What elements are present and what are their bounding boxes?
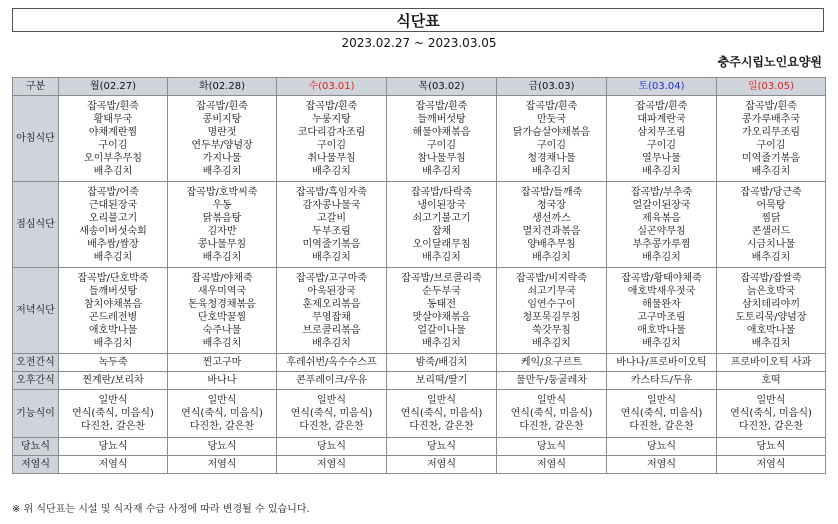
row-lunch <box>13 182 826 268</box>
menu-cell <box>59 182 168 268</box>
menu-item: 훈제오리볶음 <box>302 298 361 310</box>
menu-item: 잡곡밥/흰죽 <box>525 100 578 112</box>
header-row <box>13 78 826 96</box>
menu-item: 청포묵김무침 <box>522 311 581 323</box>
menu-item: 고갈비 <box>317 212 346 224</box>
menu-item: 잡곡밥/흰죽 <box>196 100 248 112</box>
menu-item: 다진찬, 갈은찬 <box>80 421 146 432</box>
menu-cell <box>607 268 717 354</box>
menu-item: 잡곡밥/흰죽 <box>305 100 358 112</box>
menu-item: 배추김치 <box>202 337 242 349</box>
menu-item: 가지나물 <box>202 152 242 164</box>
menu-item: 참치야채볶음 <box>84 298 142 310</box>
menu-item: 다진찬, 갈은찬 <box>409 421 474 432</box>
menu-item: 열무나물 <box>642 152 681 164</box>
menu-item: 배추김치 <box>202 251 242 263</box>
menu-cell <box>387 372 497 390</box>
menu-item: 제육볶음 <box>642 212 681 224</box>
row-functional-diet <box>13 390 826 438</box>
menu-item: 찐고구마 <box>202 357 242 368</box>
menu-item: 잡곡밥/부추죽 <box>630 186 693 198</box>
menu-item: 오리불고기 <box>88 212 138 224</box>
menu-item: 구이김 <box>647 139 676 151</box>
menu-item: 대파계란국 <box>637 113 686 125</box>
menu-item: 배추김치 <box>751 337 791 349</box>
menu-item: 닭볶음탕 <box>202 212 242 224</box>
menu-item: 삼치데리야끼 <box>742 298 800 310</box>
menu-cell <box>168 372 277 390</box>
menu-item: 청경채나물 <box>527 152 576 164</box>
row-label: 오전간식 <box>13 354 59 372</box>
menu-cell <box>717 96 826 182</box>
menu-item: 삼치무조림 <box>637 126 686 138</box>
menu-item: 당뇨식 <box>98 441 128 452</box>
organization-name: 충주시립노인요양원 <box>717 55 822 69</box>
menu-cell <box>717 438 826 456</box>
menu-item: 해물완자 <box>642 298 681 310</box>
menu-cell <box>168 96 277 182</box>
menu-item: 후레쉬번/옥수수스프 <box>286 357 377 368</box>
menu-item: 실곤약무침 <box>637 225 686 237</box>
menu-item: 배추김치 <box>93 165 133 177</box>
menu-item: 저염식 <box>537 459 566 470</box>
menu-item: 애호박나물 <box>88 324 138 336</box>
menu-item: 야채계란찜 <box>88 126 138 138</box>
day-header-sun: 일(03.05) <box>717 78 826 96</box>
menu-item: 얼갈이나물 <box>417 324 466 336</box>
menu-item: 콩비지탕 <box>202 113 242 125</box>
menu-item: 잡곡밥/비지락죽 <box>516 272 587 284</box>
menu-item: 연식(죽식, 미음식) <box>72 408 154 419</box>
menu-item: 숙주나물 <box>202 324 242 336</box>
row-morning-snack <box>13 354 826 372</box>
menu-item: 다진찬, 갈은찬 <box>299 421 364 432</box>
menu-cell <box>168 456 277 474</box>
menu-item: 배추김치 <box>93 337 133 349</box>
menu-item: 배추김치 <box>422 251 461 263</box>
menu-cell <box>59 390 168 438</box>
menu-cell <box>717 456 826 474</box>
menu-item: 근대된장국 <box>88 199 138 211</box>
menu-item: 누룽지탕 <box>312 113 351 125</box>
menu-item: 미역줄기볶음 <box>742 152 800 164</box>
menu-item: 잡곡밥/흰죽 <box>415 100 468 112</box>
menu-item: 생선까스 <box>532 212 571 224</box>
menu-item: 다진찬, 갈은찬 <box>738 421 804 432</box>
menu-item: 배추김치 <box>312 165 351 177</box>
menu-item: 일반식 <box>537 395 566 406</box>
menu-item: 배추김치 <box>312 337 351 349</box>
menu-item: 저염식 <box>756 459 786 470</box>
menu-item: 다진찬, 갈은찬 <box>629 421 694 432</box>
menu-item: 무영잡채 <box>312 311 351 323</box>
row-low-salt-diet <box>13 456 826 474</box>
menu-item: 배추김치 <box>93 251 133 263</box>
menu-item: 잡곡밥/야채죽 <box>191 272 253 284</box>
menu-item: 당뇨식 <box>756 441 786 452</box>
menu-item: 연식(죽식, 미음식) <box>181 408 263 419</box>
menu-item: 잡곡밥/브로콜리죽 <box>401 272 482 284</box>
menu-item: 저염식 <box>207 459 237 470</box>
menu-item: 배추김치 <box>202 165 242 177</box>
menu-cell <box>607 456 717 474</box>
menu-item: 일반식 <box>647 395 676 406</box>
menu-item: 잡곡밥/잡쌀죽 <box>740 272 802 284</box>
row-label: 저녁식단 <box>13 268 59 354</box>
menu-item: 들깨버섯탕 <box>88 285 138 297</box>
menu-item: 프로바이오틱 사과 <box>730 357 812 368</box>
menu-item: 늙은호박국 <box>746 285 796 297</box>
menu-item: 애호박나물 <box>746 324 796 336</box>
menu-cell <box>607 390 717 438</box>
menu-cell <box>277 456 387 474</box>
menu-item: 배추쌈/쌈장 <box>87 238 139 250</box>
menu-item: 일반식 <box>427 395 456 406</box>
menu-item: 배추김치 <box>422 165 461 177</box>
menu-item: 콩나물무침 <box>197 238 247 250</box>
menu-item: 일반식 <box>317 395 346 406</box>
row-label: 아침식단 <box>13 96 59 182</box>
menu-cell <box>387 182 497 268</box>
menu-table <box>12 77 826 474</box>
menu-item: 부추콩가루찜 <box>632 238 691 250</box>
menu-item: 배추김치 <box>532 251 571 263</box>
menu-item: 케익/요구르트 <box>520 357 583 368</box>
menu-item: 잡곡밥/들깨죽 <box>520 186 583 198</box>
menu-cell <box>607 438 717 456</box>
menu-item: 닭가슴살야채볶음 <box>512 126 591 138</box>
menu-item: 다진찬, 갈은찬 <box>519 421 584 432</box>
menu-cell <box>387 390 497 438</box>
menu-cell <box>168 438 277 456</box>
menu-item: 물만두/둥굴레차 <box>516 375 587 386</box>
menu-cell <box>607 96 717 182</box>
row-label: 당뇨식 <box>13 438 59 456</box>
menu-cell <box>387 96 497 182</box>
menu-item: 미역줄기볶음 <box>302 238 361 250</box>
menu-cell <box>387 354 497 372</box>
menu-item: 일반식 <box>207 395 237 406</box>
row-afternoon-snack <box>13 372 826 390</box>
row-label: 저염식 <box>13 456 59 474</box>
menu-item: 콘푸레이크/우유 <box>296 375 367 386</box>
menu-item: 잡곡밥/호박씨죽 <box>186 186 258 198</box>
menu-item: 구이김 <box>537 139 566 151</box>
row-label: 기능식이 <box>13 390 59 438</box>
menu-item: 배추김치 <box>312 251 351 263</box>
menu-item: 임연수구이 <box>527 298 576 310</box>
page-title: 식단표 <box>12 8 824 32</box>
menu-item: 당뇨식 <box>647 441 676 452</box>
row-diabetic-diet <box>13 438 826 456</box>
menu-cell <box>277 182 387 268</box>
menu-cell <box>277 96 387 182</box>
menu-item: 어묵탕 <box>756 199 786 211</box>
menu-item: 연식(죽식, 미음식) <box>400 408 483 419</box>
menu-item: 취나물무침 <box>307 152 356 164</box>
header-corner: 구분 <box>13 78 59 96</box>
menu-item: 코다리감자조림 <box>297 126 366 138</box>
menu-cell <box>717 372 826 390</box>
menu-cell <box>168 354 277 372</box>
menu-item: 잡곡밥/흑임자죽 <box>296 186 367 198</box>
menu-item: 청국장 <box>537 199 566 211</box>
menu-cell <box>59 456 168 474</box>
menu-item: 잡곡밥/흰죽 <box>87 100 139 112</box>
menu-item: 배추김치 <box>642 337 681 349</box>
menu-cell <box>168 390 277 438</box>
menu-item: 잡곡밥/흰죽 <box>745 100 797 112</box>
menu-item: 배추김치 <box>642 165 681 177</box>
menu-item: 바나나/프로바이오틱 <box>616 357 707 368</box>
menu-item: 새송이버섯숙회 <box>79 225 147 237</box>
menu-item: 연식(죽식, 미음식) <box>510 408 593 419</box>
menu-item: 브로콜리볶음 <box>302 324 361 336</box>
menu-item: 참나물무침 <box>417 152 466 164</box>
menu-item: 황태무국 <box>93 113 133 125</box>
footnote: ※ 위 식단표는 시설 및 식자재 수급 사정에 따라 변경될 수 있습니다. <box>12 504 310 515</box>
menu-cell <box>59 354 168 372</box>
menu-item: 잡곡밥/고구마죽 <box>296 272 367 284</box>
row-label: 오후간식 <box>13 372 59 390</box>
menu-item: 새우미역국 <box>197 285 247 297</box>
menu-item: 밤죽/배김치 <box>415 357 468 368</box>
row-breakfast <box>13 96 826 182</box>
menu-item: 저염식 <box>427 459 456 470</box>
menu-cell <box>277 372 387 390</box>
menu-item: 애호박나물 <box>637 324 686 336</box>
menu-item: 카스타드/두유 <box>630 375 693 386</box>
menu-item: 당뇨식 <box>537 441 566 452</box>
menu-cell <box>607 372 717 390</box>
menu-cell <box>59 372 168 390</box>
row-label: 점심식단 <box>13 182 59 268</box>
menu-item: 잡곡밥/흰죽 <box>635 100 688 112</box>
menu-item: 오이부추무침 <box>84 152 142 164</box>
menu-item: 구이김 <box>427 139 456 151</box>
menu-item: 배추김치 <box>751 165 791 177</box>
menu-cell <box>607 182 717 268</box>
menu-item: 오이달래무침 <box>412 238 471 250</box>
menu-item: 구이김 <box>98 139 128 151</box>
menu-cell <box>497 372 607 390</box>
menu-item: 호떡 <box>761 375 781 386</box>
menu-item: 쑥갓무침 <box>532 324 571 336</box>
menu-item: 잡곡밥/어죽 <box>87 186 139 198</box>
menu-item: 순두부국 <box>422 285 461 297</box>
menu-item: 얼갈이된장국 <box>632 199 691 211</box>
menu-item: 배추김치 <box>532 165 571 177</box>
menu-cell <box>497 96 607 182</box>
menu-cell <box>497 182 607 268</box>
menu-item: 감자콩나물국 <box>302 199 361 211</box>
menu-item: 찐계란/보리차 <box>82 375 144 386</box>
menu-item: 다진찬, 갈은찬 <box>189 421 255 432</box>
menu-item: 곤드레전병 <box>88 311 138 323</box>
menu-cell <box>168 268 277 354</box>
menu-item: 찜닭 <box>761 212 781 224</box>
menu-cell <box>59 268 168 354</box>
menu-item: 맛살야채볶음 <box>412 311 471 323</box>
menu-item: 아욱된장국 <box>307 285 356 297</box>
menu-body <box>13 96 826 474</box>
menu-item: 구이김 <box>317 139 346 151</box>
menu-item: 배추김치 <box>642 251 681 263</box>
menu-item: 저염식 <box>98 459 128 470</box>
menu-cell <box>277 268 387 354</box>
menu-item: 동태전 <box>427 298 456 310</box>
menu-item: 콘샐러드 <box>751 225 791 237</box>
menu-cell <box>387 268 497 354</box>
menu-item: 잡곡밥/황태야채죽 <box>621 272 702 284</box>
menu-item: 잡채 <box>431 225 452 237</box>
menu-cell <box>497 456 607 474</box>
menu-item: 당뇨식 <box>427 441 456 452</box>
menu-cell <box>497 438 607 456</box>
menu-item: 일반식 <box>98 395 128 406</box>
menu-cell <box>717 268 826 354</box>
day-header-wed: 수(03.01) <box>277 78 387 96</box>
day-header-mon: 월(02.27) <box>59 78 168 96</box>
menu-cell <box>717 354 826 372</box>
menu-cell <box>387 438 497 456</box>
menu-item: 냉이된장국 <box>417 199 466 211</box>
menu-item: 김자반 <box>207 225 237 237</box>
menu-item: 당뇨식 <box>317 441 346 452</box>
menu-cell <box>277 354 387 372</box>
menu-item: 명란젓 <box>207 126 237 138</box>
menu-item: 저염식 <box>317 459 346 470</box>
menu-item: 시금치나물 <box>746 238 796 250</box>
date-range: 2023.02.27 ~ 2023.03.05 <box>341 36 497 50</box>
menu-item: 고구마조림 <box>637 311 686 323</box>
menu-item: 만둣국 <box>537 113 566 125</box>
menu-item: 일반식 <box>756 395 786 406</box>
menu-cell <box>387 456 497 474</box>
menu-item: 보리떡/딸기 <box>415 375 468 386</box>
menu-cell <box>497 390 607 438</box>
menu-item: 도토리묵/양념장 <box>735 311 807 323</box>
menu-item: 들깨버섯탕 <box>417 113 466 125</box>
day-header-thu: 목(03.02) <box>387 78 497 96</box>
menu-cell <box>717 182 826 268</box>
menu-item: 콩가루배추국 <box>742 113 800 125</box>
menu-cell <box>717 390 826 438</box>
menu-item: 녹두죽 <box>98 357 128 368</box>
menu-item: 구이김 <box>756 139 786 151</box>
menu-item: 잡곡밥/단호박죽 <box>77 272 149 284</box>
menu-item: 쇠고기불고기 <box>412 212 471 224</box>
menu-item: 단호박꿀찜 <box>197 311 247 323</box>
menu-cell <box>497 268 607 354</box>
menu-item: 우동 <box>212 199 232 211</box>
menu-item: 두부조림 <box>312 225 351 237</box>
menu-item: 배추김치 <box>532 337 571 349</box>
menu-item: 연식(죽식, 미음식) <box>290 408 373 419</box>
menu-cell <box>59 96 168 182</box>
menu-item: 배추김치 <box>422 337 461 349</box>
menu-item: 가오리무조림 <box>742 126 800 138</box>
day-header-fri: 금(03.03) <box>497 78 607 96</box>
menu-item: 돈육청경채볶음 <box>188 298 256 310</box>
menu-cell <box>277 390 387 438</box>
menu-cell <box>607 354 717 372</box>
row-dinner <box>13 268 826 354</box>
menu-item: 해물야채볶음 <box>412 126 471 138</box>
menu-cell <box>59 438 168 456</box>
menu-cell <box>168 182 277 268</box>
menu-cell <box>277 438 387 456</box>
menu-item: 멸치견과볶음 <box>522 225 581 237</box>
menu-item: 저염식 <box>647 459 676 470</box>
menu-item: 당뇨식 <box>207 441 237 452</box>
menu-item: 잡곡밥/타락죽 <box>410 186 473 198</box>
menu-item: 연식(죽식, 미음식) <box>730 408 812 419</box>
menu-item: 양배추무침 <box>527 238 576 250</box>
menu-item: 바나나 <box>207 375 237 386</box>
menu-item: 애호박새우젓국 <box>627 285 696 297</box>
menu-cell <box>497 354 607 372</box>
menu-item: 쇠고기무국 <box>527 285 576 297</box>
menu-item: 연식(죽식, 미음식) <box>620 408 703 419</box>
menu-item: 배추김치 <box>751 251 791 263</box>
menu-item: 연두부/양념장 <box>191 139 253 151</box>
day-header-sat: 토(03.04) <box>607 78 717 96</box>
menu-item: 잡곡밥/당근죽 <box>740 186 802 198</box>
day-header-tue: 화(02.28) <box>168 78 277 96</box>
